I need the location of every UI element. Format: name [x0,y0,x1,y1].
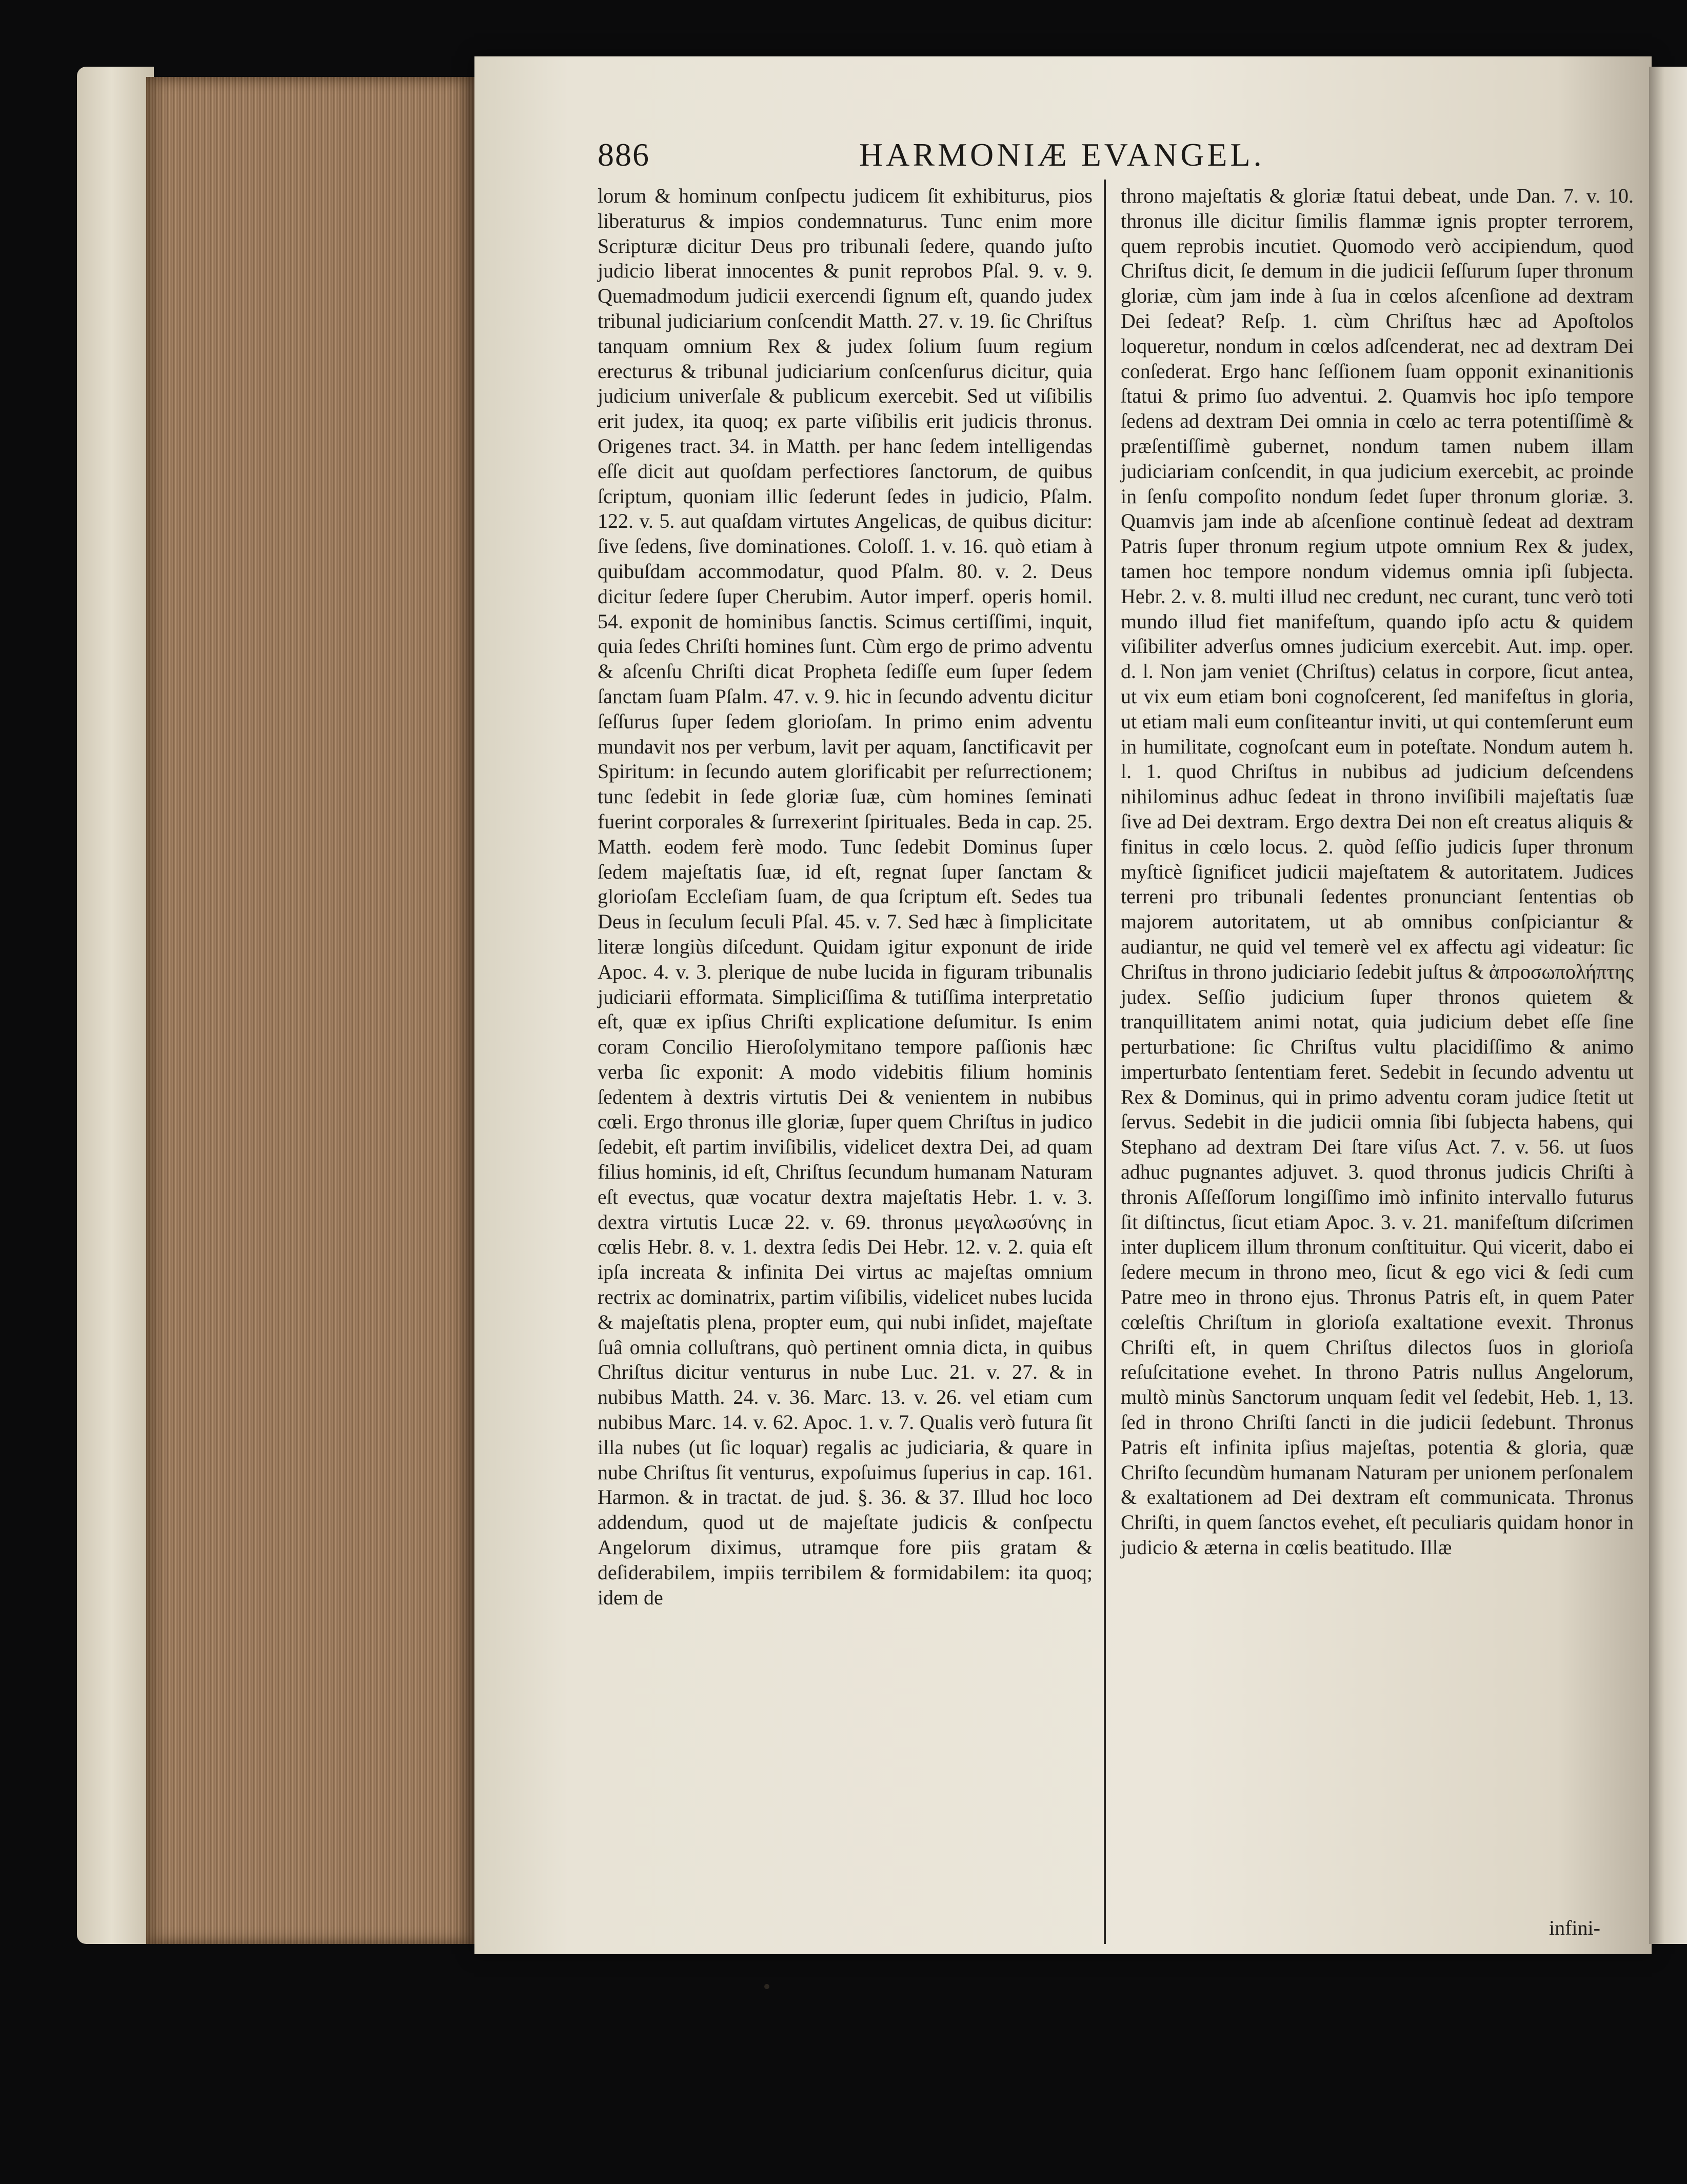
page-header [598,136,1629,182]
column-rule [1104,180,1106,1944]
book-cover [77,67,154,1944]
right-column [1121,184,1634,1560]
left-column [598,184,1093,1610]
catchword: infini- [1549,1916,1600,1939]
page-edges [146,77,474,1944]
page-number: 886 [598,136,650,173]
ink-mark [764,1984,769,1989]
left-column-text: lorum & hominum conſpectu judicem ſit exhibiturus, pios liberaturus & impios condemnaturus. Tunc enim more Scripturæ dicitur Deus pro tribunali ſedere, quando juſto judicio liberat innocentes & punit reprobos Pſal. 9. v. 9. Quemadmodum judicii exercendi ſignum eſt, quando judex tribunal judiciarium conſcendit Matth. 27. v. 19. ſic Chriſtus tanquam omnium Rex & judex ſolium ſuum regium erecturus & tribunal judiciarium conſcenſurus dicitur, quia judicium univerſale & publicum exercebit. Sed ut viſibilis erit judex, ita quoq; ex parte viſibilis erit judicis thronus. Origenes tract. 34. in Matth. per hanc ſedem intelligendas eſſe dicit aut quoſdam perfectiores ſanctorum, de quibus ſcriptum, quoniam illic ſederunt ſedes in judicio, Pſalm. 122. v. 5. aut quaſdam virtutes Angelicas, de quibus dicitur: ſive ſedens, ſive dominationes. Coloſſ. 1. v. 16. quò etiam à quibuſdam accommodatur, quod Pſalm. 80. v. 2. Deus dicitur ſedere ſuper Cherubim. Autor imperf. operis homil. 54. exponit de hominibus ſanctis. Scimus certiſſimi, inquit, quia ſedes Chriſti homines ſunt. Cùm ergo de primo adventu & aſcenſu Chriſti dicat Propheta ſediſſe eum ſuper ſedem ſanctam ſuam Pſalm. 47. v. 9. hic in ſecundo adventu dicitur ſeſſurus ſuper ſedem glorioſam. In primo enim adventu mundavit nos per verbum, lavit per aquam, ſanctificavit per Spiritum: in ſecundo autem glorificabit per reſurrectionem; tunc ſedebit in ſede gloriæ ſuæ, cùm homines ſeminati fuerint corporales & ſurrexerint ſpirituales. Beda in cap. 25. Matth. eodem ferè modo. Tunc ſedebit Dominus ſuper ſedem majeſtatis ſuæ, id eſt, regnat ſuper ſanctam & glorioſam Eccleſiam ſuam, de qua ſcriptum eſt. Sedes tua Deus in ſeculum ſeculi Pſal. 45. v. 7. Sed hæc à ſimplicitate literæ longiùs diſcedunt. Quidam igitur exponunt de iride Apoc. 4. v. 3. plerique de nube lucida in figuram tribunalis judiciarii efformata. Simpliciſſima & tutiſſima interpretatio eſt, quæ ex ipſius Chriſti explicatione deſumitur. Is enim coram Concilio Hieroſolymitano tempore paſſionis hæc verba ſic exponit: A modo videbitis filium hominis ſedentem à dextris virtutis Dei & venientem in nubibus cœli. Ergo thronus ille gloriæ, ſuper quem Chriſtus in judico ſedebit, eſt partim inviſibilis, videlicet dextra Dei, ad quam filius hominis, id eſt, Chriſtus ſecundum humanam Naturam eſt evectus, quæ vocatur dextra majeſtatis Hebr. 1. v. 3. dextra virtutis Lucæ 22. v. 69. thronus μεγαλωσύνης in cœlis Hebr. 8. v. 1. dextra ſedis Dei Hebr. 12. v. 2. quia eſt ipſa increata & infinita Dei virtus ac majeſtas omnium rectrix ac dominatrix, partim viſibilis, videlicet nubes lucida & majeſtatis plena, propter eum, qui nubi inſidet, majeſtate ſuâ omnia colluſtrans, quò pertinent omnia dicta, in quibus Chriſtus dicitur venturus in nube Luc. 21. v. 27. & in nubibus Matth. 24. v. 36. Marc. 13. v. 26. vel etiam cum nubibus Marc. 14. v. 62. Apoc. 1. v. 7. Qualis verò futura ſit illa nubes (ut ſic loquar) regalis ac judiciaria, & quare in nube Chriſtus ſit venturus, expoſuimus ſuperius in cap. 161. Harmon. & in tractat. de jud. §. 36. & 37. Illud hoc loco addendum, quod ut de majeſtate judicis & conſpectu Angelorum diximus, utramque fore piis gratam & deſiderabilem, impiis terribilem & formidabilem: ita quoq; idem de [598,184,1093,1609]
facing-page-edge [1649,67,1687,1944]
running-title: HARMONIÆ EVANGEL. [859,136,1265,173]
right-column-text: throno majeſtatis & gloriæ ſtatui debeat, unde Dan. 7. v. 10. thronus ille dicitur ſimilis flammæ ignis propter terrorem, quem reprobis incutiet. Quomodo verò accipiendum, quod Chriſtus dicit, ſe demum in die judicii ſeſſurum ſuper thronum gloriæ, cùm jam inde à ſua in cœlos aſcenſione ad dextram Dei ſedeat? Reſp. 1. cùm Chriſtus hæc ad Apoſtolos loqueretur, nondum in cœlos adſcenderat, nec ad dextram Dei conſederat. Ergo hanc ſeſſionem ſuam opponit exinanitionis ſtatui & primo ſuo adventui. 2. Quamvis hoc ipſo tempore ſedens ad dextram Dei omnia in cœlo ac terra potentiſſimè & præſentiſſimè gubernet, nondum tamen nubem illam judiciariam conſcendit, in qua judicium exercebit, ac proinde in ſenſu compoſito nondum ſedet ſuper thronum gloriæ. 3. Quamvis jam inde ab aſcenſione continuè ſedeat ad dextram Patris ſuper thronum regium utpote omnium Rex & judex, tamen hoc tempore nondum videmus omnia ipſi ſubjecta. Hebr. 2. v. 8. multi illud nec credunt, nec curant, tunc verò toti mundo illud fiet manifeſtum, quando ipſo actu & quidem viſibiliter adverſus omnes judicium exercebit. Aut. imp. oper. d. l. Non jam veniet (Chriſtus) celatus in corpore, ſicut antea, ut vix eum etiam boni cognoſcerent, ſed manifeſtus in gloria, ut etiam mali eum conſiteantur inviti, ut qui contemſerunt eum in humilitate, cognoſcant eum in poteſtate. Nondum autem h. l. 1. quod Chriſtus in nubibus ad judicium deſcendens nihilominus adhuc ſedeat in throno inviſibili majeſtatis ſuæ ſive ad Dei dextram. Ergo dextra Dei non eſt creatus aliquis & finitus in cœlo locus. 2. quòd ſeſſio judicis ſuper thronum myſticè ſignificet judicii majeſtatem & autoritatem. Judices terreni pro tribunali ſedentes pronunciant ſententias ob majorem autoritatem, ut ab omnibus conſpiciantur & audiantur, ne quid vel temerè vel ex affectu agi videatur: ſic Chriſtus in throno judiciario ſedebit juſtus & ἀπροσωπολήπτης judex. Seſſio judicium ſuper thronos quietem & tranquillitatem animi notat, quia judicium debet eſſe ſine perturbatione: ſic Chriſtus vultu placidiſſimo & animo imperturbato ſententiam feret. Sedebit in ſecundo adventu ut Rex & Dominus, qui in primo adventu coram judice ſtetit ut ſervus. Sedebit in die judicii omnia ſibi ſubjecta habens, qui Stephano ad dextram Dei ſtare viſus Act. 7. v. 56. ut ſuos adhuc pugnantes adjuvet. 3. quod thronus judicis Chriſti à thronis Aſſeſſorum longiſſimo imò infinito intervallo futurus ſit diſtinctus, ſicut etiam Apoc. 3. v. 21. manifeſtum diſcrimen inter duplicem illum thronum conſtituitur. Qui vicerit, dabo ei ſedere mecum in throno meo, ſicut & ego vici & ſedi cum Patre meo in throno ejus. Thronus Patris eſt, in quem Pater cœleſtis Chriſtum in glorioſa exaltatione evexit. Thronus Chriſti eſt, in quem Chriſtus dilectos ſuos in glorioſa reſuſcitatione evehet. In throno Patris nullus Angelorum, multò minùs Sanctorum unquam ſedit vel ſedebit, Heb. 1, 13. ſed in throno Chriſti ſancti in die judicii ſedebunt. Thronus Patris eſt infinita ipſius majeſtas, potentia & gloria, quæ Chriſto ſecundùm humanam Naturam per unionem perſonalem & exaltationem ad Dei dextram eſt communicata. Thronus Chriſti, in quem ſanctos evehet, eſt peculiaris quidam honor in judicio & æterna in cœlis beatitudo. Illæ [1121,184,1634,1559]
